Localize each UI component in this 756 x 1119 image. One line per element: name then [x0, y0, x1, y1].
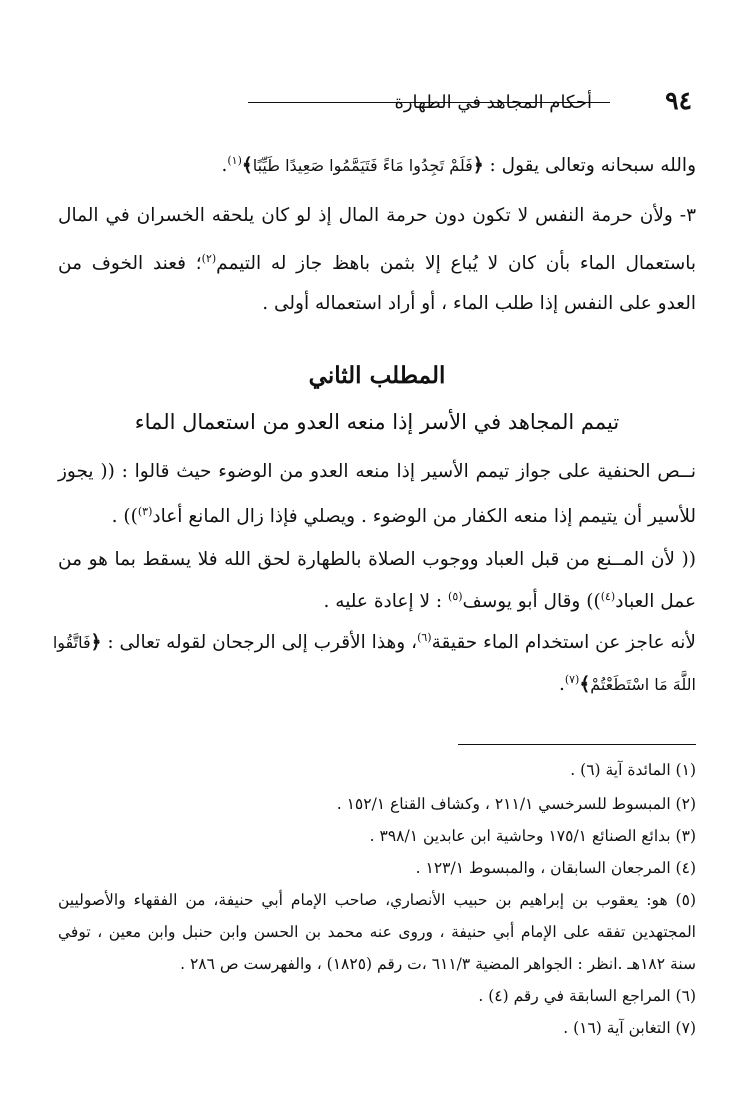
footnote-ref: (٣) — [137, 504, 153, 518]
quran-verse: فَاتَّقُوا — [52, 633, 91, 652]
body-line-5: نــص الحنفية على جواز تيمم الأسير إذا منعه العدو من الوضوء حيث قالوا : (( يجوز — [58, 461, 696, 482]
footnote-ref: (١) — [227, 153, 242, 167]
footnote-5-line-1: (٥) هو: يعقوب بن إبراهيم بن حبيب الأنصاري، صاحب الإمام أبي حنيفة، من الفقهاء والأصوليين — [58, 891, 696, 909]
footnote-5-line-2: المجتهدين تفقه على الإمام أبي حنيفة ، وروى عنه محمد بن الحسن وابن حنبل وابن معين ، توفي — [58, 923, 696, 941]
quran-verse: اللَّهَ مَا اسْتَطَعْتُمْ — [590, 675, 696, 694]
body-line-1: والله سبحانه وتعالى يقول : ﴿فَلَمْ تَجِدُوا مَاءً فَتَيَمَّمُوا صَعِيدًا طَيِّبًا﴾$^{(١)}$. — [221, 153, 696, 176]
section-subtitle: تيمم المجاهد في الأسر إذا منعه العدو من استعمال الماء — [134, 410, 620, 434]
footnote-ref: (٧) — [564, 672, 580, 686]
page-header — [58, 86, 698, 120]
footnote-ref: (٦) — [417, 630, 432, 644]
footnote-ref: (٢) — [201, 251, 217, 265]
footnote-6: (٦) المراجع السابقة في رقم (٤) . — [478, 987, 696, 1005]
body-line-6: للأسير أن يتيمم إذا منعه الكفار من الوضوء . ويصلي فإذا زال المانع أعاد$^{(٣)}$)) . — [111, 504, 696, 527]
footnote-separator — [458, 744, 696, 745]
section-title: المطلب الثاني — [308, 362, 446, 389]
footnote-ref: (٥) — [448, 589, 463, 603]
footnote-4: (٤) المرجعان السابقان ، والمبسوط ١٢٣/١ . — [415, 859, 696, 877]
body-line-7: (( لأن المــنع من قبل العباد ووجوب الصلاة بالطهارة لحق الله فلا يسقط بما هو من — [58, 549, 696, 570]
running-title: أحكام المجاهد في الطهارة — [394, 92, 592, 113]
body-line-8: عمل العباد$^{(٤)}$)) وقال أبو يوسف$^{(٥)}$ : لا إعادة عليه . — [323, 589, 696, 612]
body-line-4: العدو على النفس إذا طلب الماء ، أو أراد استعماله أولى . — [262, 293, 696, 314]
footnote-ref: (٤) — [600, 589, 616, 603]
body-line-10: اللَّهَ مَا اسْتَطَعْتُمْ﴾$^{(٧)}$. — [558, 672, 696, 695]
quran-verse: فَلَمْ تَجِدُوا مَاءً فَتَيَمَّمُوا صَعِيدًا طَيِّبًا — [252, 156, 473, 175]
page-number: ٩٤ — [665, 86, 692, 115]
footnote-3: (٣) بدائع الصنائع ١٧٥/١ وحاشية ابن عابدين ٣٩٨/١ . — [369, 827, 696, 845]
body-line-3: باستعمال الماء بأن كان لا يُباع إلا بثمن باهظ جاز له التيمم$^{(٢)}$؛ فعند الخوف من — [58, 251, 697, 274]
body-line-9: لأنه عاجز عن استخدام الماء حقيقة$^{(٦)}$، وهذا الأقرب إلى الرجحان لقوله تعالى : ﴿فَاتَّقُوا — [52, 630, 696, 653]
footnote-1: (١) المائدة آية (٦) . — [570, 761, 696, 779]
body-line-2: ٣- ولأن حرمة النفس لا تكون دون حرمة المال إذ لو كان يلحقه الخسران في المال — [58, 205, 696, 226]
footnote-2: (٢) المبسوط للسرخسي ٢١١/١ ، وكشاف القناع ١٥٢/١ . — [336, 795, 696, 813]
footnote-5-line-3: سنة ١٨٢هـ .انظر : الجواهر المضية ٦١١/٣ ،ت رقم (١٨٢٥) ، والفهرست ص ٢٨٦ . — [180, 955, 696, 973]
header-rule — [248, 102, 610, 103]
footnote-7: (٧) التغابن آية (١٦) . — [563, 1019, 696, 1037]
